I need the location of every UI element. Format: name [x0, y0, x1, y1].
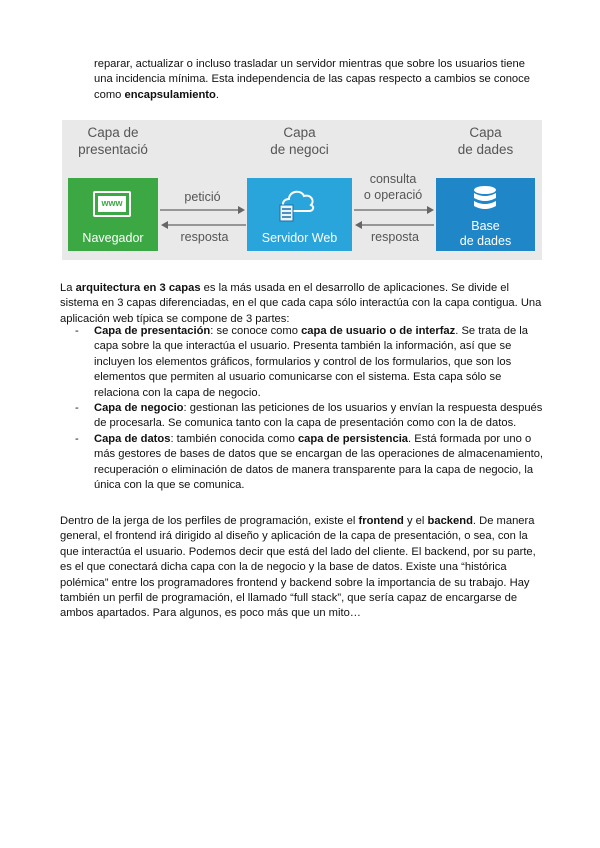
jerga-bold-backend: backend: [427, 515, 473, 527]
intro-text-a: reparar, actualizar o incluso trasladar un servidor mientras que sobre los usuarios tiene una incidencia mínima. Esta independencia de las capas respecto a cambios se conoce como: [94, 58, 530, 101]
list-dash: -: [75, 402, 79, 415]
layer-text-b: . Se trata de la capa sobre la que interactúa el usuario. Presenta también la información, así que se incluyen los elementos gráficos, formularios y control de los formularios, que son los elementos que permiten al usuario comunicarse con el sistema. Esta capa sólo se relaciona con la capa de negocio.: [94, 325, 529, 399]
arrows: [62, 120, 542, 260]
layer-text-a: : se conoce como: [210, 325, 302, 337]
label-resposta-left: resposta: [180, 230, 229, 244]
web-server-label: Servidor Web: [261, 231, 338, 245]
arch-text-b: es la más usada en el desarrollo de aplicaciones. Se divide el sistema en 3 capas diferenciadas, en el que cada capa sólo interactúa con la capa contigua. Una aplicación web típica se compone de 3 partes:: [60, 282, 542, 325]
database-label-line2: de dades: [459, 234, 512, 248]
jerga-bold-frontend: frontend: [358, 515, 404, 527]
column-label-presentation-line2: presentació: [78, 142, 148, 157]
arrowhead-consulta: [427, 206, 434, 214]
list-dash: -: [75, 325, 79, 337]
layer-text-b: . Está formada por uno o más gestores de bases de datos que se encargan de las operaciones de almacenamiento, recuperación o eliminación de datos de manera transparente para la capa de negocio, la única con la que se comunica.: [94, 432, 544, 492]
three-tier-diagram: [62, 120, 542, 260]
label-consulta-line1: consulta: [369, 172, 417, 186]
arrowhead-peticio: [238, 206, 245, 214]
label-peticio: petició: [184, 190, 221, 204]
database-label-line1: Base: [471, 219, 500, 233]
layer-text-a: : también conocida como: [170, 432, 298, 445]
column-label-business-line2: de negoci: [270, 142, 329, 157]
architecture-paragraph: [60, 281, 546, 327]
list-item: [60, 324, 546, 401]
jerga-text-b: y el: [403, 515, 428, 527]
list-dash: -: [75, 432, 79, 445]
layer-title: Capa de negocio: [94, 402, 184, 415]
column-label-data-line2: de dades: [457, 142, 514, 157]
list-item: [60, 432, 546, 494]
jerga-text-a: Dentro de la jerga de los perfiles de programación, existe el: [60, 515, 359, 527]
layers-list: [60, 324, 546, 493]
jerga-text-c: . De manera general, el frontend irá dirigido al diseño y aplicación de la capa de presentación, o sea, con la que interactúa el usuario. Podemos decir que está del lado del cliente. El backend, por su parte, es el que conectará dicha capa con la de negocio y la base de datos. Existe una “histórica polémica” entre los programadores frontend y backend sobre la importancia de su trabajo. Hay también un perfil de programación, el llamado “full stack”, que sería capaz de encargarse de ambos apartados. Para algunos, es poco más que un mito…: [60, 515, 536, 620]
column-label-business-line1: Capa: [283, 125, 316, 140]
label-consulta-line2: o operació: [363, 188, 423, 202]
intro-paragraph: [94, 57, 544, 103]
label-resposta-right: resposta: [371, 230, 419, 244]
list-item: [60, 401, 546, 432]
layer-bold-b: capa de persistencia: [297, 432, 409, 445]
layer-title: Capa de datos: [94, 432, 171, 445]
column-label-data-line1: Capa: [469, 125, 502, 140]
arch-bold: arquitectura en 3 capas: [75, 282, 201, 294]
arrowhead-resposta-left: [161, 221, 168, 229]
layer-bold-b: capa de usuario o de interfaz: [301, 325, 456, 337]
layer-title: Capa de presentación: [94, 325, 211, 337]
intro-text-b: .: [215, 88, 219, 101]
frontend-backend-paragraph: [60, 514, 546, 622]
browser-icon-text: www: [101, 198, 123, 208]
arch-text-a: La: [60, 282, 76, 294]
browser-label: Navegador: [82, 231, 144, 245]
column-label-presentation-line1: Capa de: [87, 125, 139, 140]
layer-text-a: : gestionan las peticiones de los usuarios y envían la respuesta después de procesarla. Se comunica tanto con la capa de presentación como con la de datos.: [94, 402, 543, 430]
arrowhead-resposta-right: [355, 221, 362, 229]
intro-bold: encapsulamiento: [124, 88, 216, 101]
